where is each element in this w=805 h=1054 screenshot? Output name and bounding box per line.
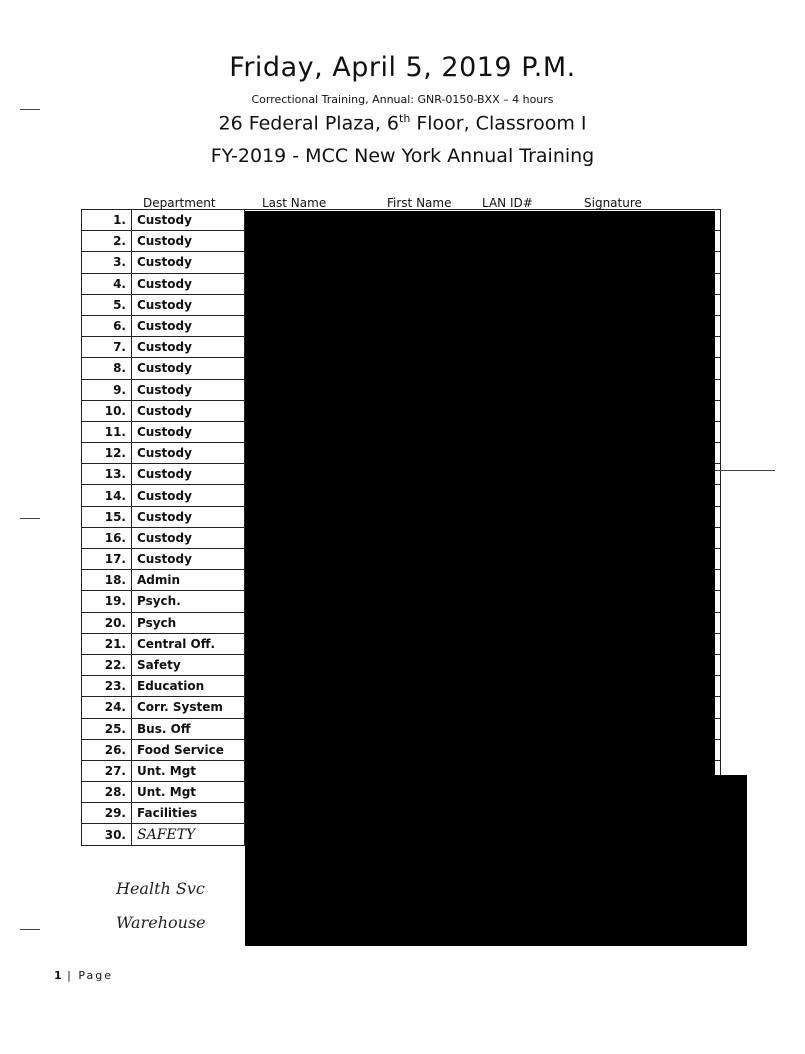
row-department: Custody bbox=[132, 210, 245, 231]
row-department: Custody bbox=[132, 527, 245, 548]
row-department: Custody bbox=[132, 506, 245, 527]
row-number: 20. bbox=[82, 612, 132, 633]
row-department: Admin bbox=[132, 570, 245, 591]
page-footer bbox=[54, 969, 113, 982]
redaction-block-lower bbox=[245, 775, 747, 946]
row-number: 12. bbox=[82, 443, 132, 464]
handwritten-health-svc: Health Svc bbox=[116, 879, 205, 898]
row-department: Corr. System bbox=[132, 697, 245, 718]
row-department: Safety bbox=[132, 654, 245, 675]
row-number: 28. bbox=[82, 782, 132, 803]
row-department: Custody bbox=[132, 231, 245, 252]
row-department: Custody bbox=[132, 464, 245, 485]
col-header-signature: Signature bbox=[584, 196, 642, 210]
row-department: Custody bbox=[132, 379, 245, 400]
row-number: 13. bbox=[82, 464, 132, 485]
table-stray-line bbox=[715, 470, 775, 471]
row-number: 5. bbox=[82, 294, 132, 315]
row-department: Education bbox=[132, 676, 245, 697]
col-header-department: Department bbox=[143, 196, 216, 210]
margin-mark-3 bbox=[20, 929, 40, 930]
row-number: 26. bbox=[82, 739, 132, 760]
row-number: 6. bbox=[82, 315, 132, 336]
row-department: Bus. Off bbox=[132, 718, 245, 739]
location-pre: 26 Federal Plaza, 6 bbox=[218, 112, 399, 135]
location-sup: th bbox=[399, 112, 411, 125]
row-department: Custody bbox=[132, 273, 245, 294]
row-number: 4. bbox=[82, 273, 132, 294]
row-department: Custody bbox=[132, 358, 245, 379]
row-number: 1. bbox=[82, 210, 132, 231]
location-line bbox=[0, 112, 805, 134]
row-number: 19. bbox=[82, 591, 132, 612]
row-department: Custody bbox=[132, 294, 245, 315]
row-department: Psych. bbox=[132, 591, 245, 612]
page-number: 1 bbox=[54, 969, 62, 982]
row-department: Food Service bbox=[132, 739, 245, 760]
row-number: 22. bbox=[82, 654, 132, 675]
margin-mark-2 bbox=[20, 518, 40, 519]
row-department: Custody bbox=[132, 315, 245, 336]
page-title: Friday, April 5, 2019 P.M. bbox=[229, 52, 576, 83]
page-label: | Page bbox=[61, 969, 113, 982]
row-department: Custody bbox=[132, 400, 245, 421]
event-line: FY-2019 - MCC New York Annual Training bbox=[210, 145, 595, 167]
row-department: Psych bbox=[132, 612, 245, 633]
row-number: 2. bbox=[82, 231, 132, 252]
row-number: 21. bbox=[82, 633, 132, 654]
col-header-last-name: Last Name bbox=[262, 196, 327, 210]
row-number: 9. bbox=[82, 379, 132, 400]
row-number: 17. bbox=[82, 549, 132, 570]
row-number: 10. bbox=[82, 400, 132, 421]
row-number: 14. bbox=[82, 485, 132, 506]
row-number: 3. bbox=[82, 252, 132, 273]
row-department: Central Off. bbox=[132, 633, 245, 654]
course-subtitle: Correctional Training, Annual: GNR-0150-BXX – 4 hours bbox=[251, 93, 554, 106]
row-department: Custody bbox=[132, 421, 245, 442]
row-number: 16. bbox=[82, 527, 132, 548]
row-department: Unt. Mgt bbox=[132, 760, 245, 781]
row-department: Custody bbox=[132, 485, 245, 506]
row-number: 7. bbox=[82, 337, 132, 358]
row-department: Custody bbox=[132, 252, 245, 273]
redaction-block-upper bbox=[245, 211, 715, 776]
row-number: 29. bbox=[82, 803, 132, 824]
col-header-first-name: First Name bbox=[387, 196, 452, 210]
row-department: Facilities bbox=[132, 803, 245, 824]
location-post: Floor, Classroom I bbox=[410, 112, 587, 135]
row-number: 24. bbox=[82, 697, 132, 718]
row-number: 15. bbox=[82, 506, 132, 527]
row-department: SAFETY bbox=[132, 824, 245, 845]
row-department: Unt. Mgt bbox=[132, 782, 245, 803]
row-number: 25. bbox=[82, 718, 132, 739]
margin-mark-1 bbox=[20, 109, 40, 110]
col-header-lan-id: LAN ID# bbox=[482, 196, 533, 210]
row-number: 18. bbox=[82, 570, 132, 591]
row-number: 30. bbox=[82, 824, 132, 845]
row-department: Custody bbox=[132, 443, 245, 464]
row-number: 23. bbox=[82, 676, 132, 697]
handwritten-warehouse: Warehouse bbox=[116, 913, 206, 932]
row-number: 8. bbox=[82, 358, 132, 379]
row-number: 11. bbox=[82, 421, 132, 442]
row-number: 27. bbox=[82, 760, 132, 781]
row-department: Custody bbox=[132, 549, 245, 570]
row-department: Custody bbox=[132, 337, 245, 358]
